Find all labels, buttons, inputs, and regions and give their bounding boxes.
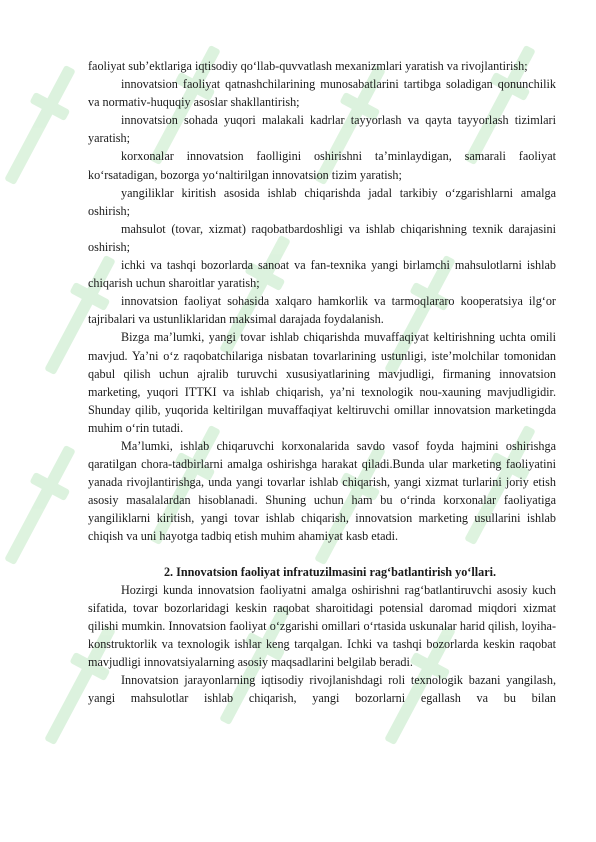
watermark-mark bbox=[0, 438, 88, 572]
paragraphs-after-section bbox=[88, 581, 556, 708]
paragraph: Hozirgi kunda innovatsion faoliyatni amalga oshirishni rag‘batlantiruvchi asosiy kuch sifatida, tovar bozorlaridagi keskin raqobat sharoitidagi potensial daromad miqdori xizmat qilishi mumkin. Innovatsion faoliyat o‘zgarishi omillari o‘rtasida uskunalar harid qilish, loyiha-konstruktorlik va texnologik ishlar keng tarqalgan. Ichki va tashqi bozorlarda keskin raqobat mavjudligi innovatsiyalarning asosiy maqsadlarini belgilab beradi. bbox=[88, 582, 556, 669]
paragraph: Bizga ma’lumki, yangi tovar ishlab chiqarishda muvaffaqiyat keltirishning uchta omili mavjud. Ya’ni o‘z raqobatchilariga nisbatan tovarlarining ustunligi, iste’molchilar tomonidan qabul qilish uchun ajralib turuvchi xususiyatlarining mavjudligi, firmaning innovatsion marketing, yuqori ITTKI va ishlab chiqarish, ya’ni texnologik nou-xauning mavjudligidir. Shunday qilib, yuqorida keltirilgan muvaffaqiyat keltiruvchi omillar innovatsion marketingda muhim o‘rin tutadi. bbox=[88, 330, 556, 435]
paragraph: innovatsion sohada yuqori malakali kadrlar tayyorlash va qayta tayyorlash tizimlari yaratish; bbox=[88, 113, 556, 146]
paragraph: ichki va tashqi bozorlarda sanoat va fan-texnika yangi birlamchi mahsulotlarni ishlab chiqarish uchun sharoitlar yaratish; bbox=[88, 258, 556, 291]
paragraph: innovatsion faoliyat qatnashchilarining munosabatlarini tartibga soladigan qonunchilik va normativ-huquqiy asoslar shakllantirish; bbox=[88, 77, 556, 110]
section-spacing bbox=[88, 546, 556, 563]
paragraph: Ma’lumki, ishlab chiqaruvchi korxonalarida savdo vasof foyda hajmini oshirishga qaratilgan chora-tadbirlarni amalga oshirishga harakat qiladi.Bunda ular marketing faoliyatini yanada rivojlantirishga, unda yangi tovarlar ishlab chiqarish, yangi xizmat turlarini joriy etish asosiy masalalardan hisoblanadi. Shuning uchun ham bu o‘rinda korxonalar faoliyatiga yangiliklarni kiritish, yangi tovar ishlab chiqarish, innovatsion marketing usullarini ishlab chiqish va uni hayotga tadbiq etish muhim ahamiyat kasb etadi. bbox=[88, 438, 556, 544]
section-heading: 2. Innovatsion faoliyat infratuzilmasini rag‘batlantirish yo‘llari. bbox=[163, 564, 497, 579]
paragraph: Innovatsion jarayonlarning iqtisodiy rivojlanishdagi roli texnologik bazani yangilash, yangi mahsulotlar ishlab chiqarish, yangi bozorlarni egallash va bu bilan bbox=[88, 673, 556, 706]
paragraph: yangiliklar kiritish asosida ishlab chiqarishda jadal tarkibiy o‘zgarishlarni amalga oshirish; bbox=[88, 185, 556, 218]
paragraphs-before-section bbox=[88, 57, 556, 546]
document-body bbox=[88, 57, 556, 707]
watermark-mark bbox=[0, 58, 88, 192]
paragraph: mahsulot (tovar, xizmat) raqobatbardoshligi va ishlab chiqarishning texnik darajasini oshirish; bbox=[88, 221, 556, 254]
paragraph: faoliyat sub’ektlariga iqtisodiy qo‘llab-quvvatlash mexanizmlari yaratish va rivojlantirish; bbox=[88, 59, 528, 73]
paragraph: innovatsion faoliyat sohasida xalqaro hamkorlik va tarmoqlararo kooperatsiya ilg‘or tajribalari va ustunliklaridan maksimal darajada foydalanish. bbox=[88, 294, 556, 327]
paragraph: korxonalar innovatsion faolligini oshirishni ta’minlaydigan, samarali faoliyat ko‘rsatadigan, bozorga yo‘naltirilgan innovatsion tizim yaratish; bbox=[88, 149, 556, 182]
